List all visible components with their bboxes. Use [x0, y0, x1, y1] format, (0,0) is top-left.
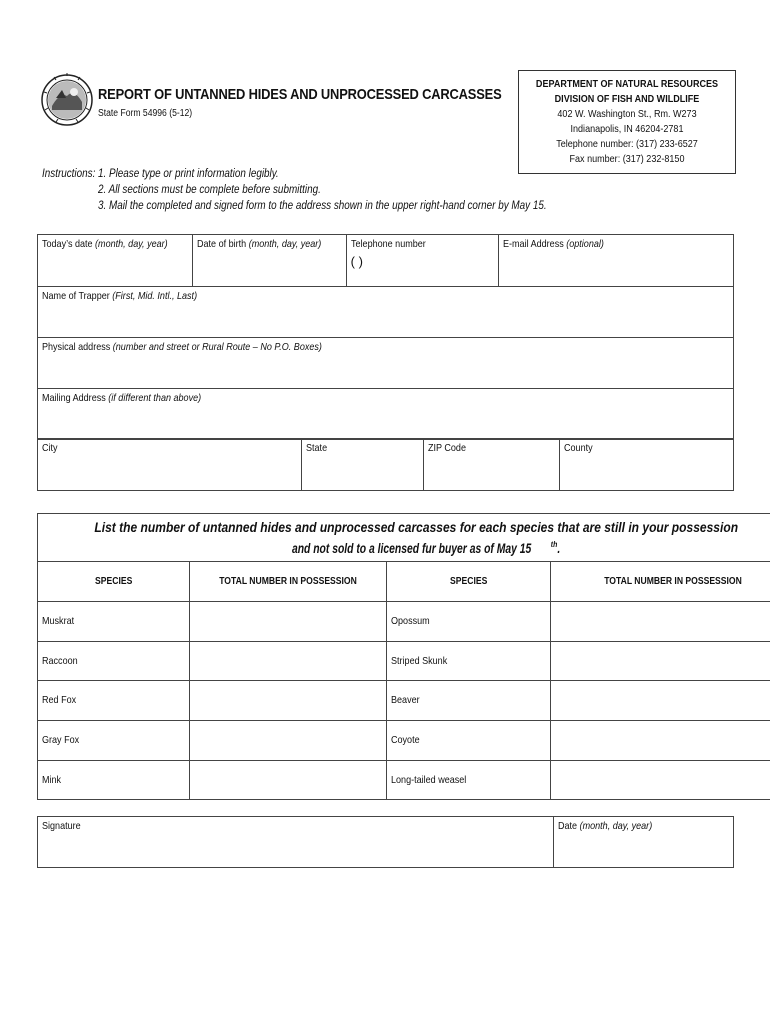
trapper-info-table [37, 234, 734, 440]
phone-field[interactable] [346, 235, 498, 287]
total-input[interactable] [551, 760, 770, 799]
city-field[interactable] [38, 439, 302, 491]
species-table [37, 513, 770, 800]
county-field[interactable] [560, 439, 734, 491]
col-species-right: SPECIES [387, 561, 551, 601]
table-row [38, 601, 770, 641]
total-input[interactable] [551, 641, 770, 680]
agency-phone: Telephone number: (317) 233-6527 [556, 138, 698, 150]
signature-label: Signature [42, 820, 81, 832]
todays-date-field[interactable] [38, 235, 193, 287]
heading-line-1: List the number of untanned hides and unprocessed carcasses for each species that are still in your possession [94, 519, 739, 535]
dob-field[interactable] [193, 235, 347, 287]
agency-fax: Fax number: (317) 232-8150 [569, 153, 685, 165]
city-label: City [42, 442, 58, 454]
name-hint: (First, Mid. Intl., Last) [112, 290, 198, 302]
name-label: Name of Trapper [42, 290, 110, 302]
trapper-name-field[interactable] [38, 287, 734, 338]
species-name: Long-tailed weasel [387, 760, 551, 799]
mailing-hint: (if different than above) [108, 392, 202, 404]
species-name: Coyote [387, 720, 551, 760]
signature-table [37, 816, 734, 868]
agency-address-box [518, 70, 736, 174]
col-total-right: TOTAL NUMBER IN POSSESSION [551, 561, 770, 601]
total-input[interactable] [551, 601, 770, 641]
total-input[interactable] [190, 680, 387, 720]
species-name: Striped Skunk [387, 641, 551, 680]
phone-area-code: ( ) [350, 254, 363, 269]
table-row [38, 641, 770, 680]
col-species-left: SPECIES [38, 561, 190, 601]
instructions-label: Instructions: [42, 168, 96, 180]
dob-hint: (month, day, year) [248, 238, 322, 250]
col-total-left: TOTAL NUMBER IN POSSESSION [190, 561, 387, 601]
phone-label: Telephone number [350, 238, 426, 250]
city-row-table [37, 438, 734, 491]
total-input[interactable] [551, 680, 770, 720]
physical-address-field[interactable] [38, 338, 734, 389]
table-row [38, 720, 770, 760]
email-field[interactable] [498, 235, 733, 287]
heading-period: . [557, 539, 561, 556]
email-hint: (optional) [565, 238, 604, 250]
species-name: Raccoon [38, 641, 190, 680]
instruction-item: 1. Please type or print information legibly. [98, 168, 279, 180]
instruction-item: 2. All sections must be complete before submitting. [98, 184, 321, 196]
species-name: Red Fox [38, 680, 190, 720]
mailing-label: Mailing Address [42, 392, 106, 404]
total-input[interactable] [190, 720, 387, 760]
heading-line-2: and not sold to a licensed fur buyer as of May 15 [291, 539, 531, 556]
division-name: DIVISION OF FISH AND WILDLIFE [554, 93, 700, 105]
instruction-item: 3. Mail the completed and signed form to the address shown in the upper right-hand corner by May 15. [98, 200, 547, 212]
signature-date-label: Date [558, 820, 578, 832]
form-title: REPORT OF UNTANNED HIDES AND UNPROCESSED CARCASSES [98, 86, 502, 103]
total-input[interactable] [190, 760, 387, 799]
agency-city: Indianapolis, IN 46204-2781 [570, 123, 684, 135]
state-seal [40, 62, 94, 138]
total-input[interactable] [190, 641, 387, 680]
zip-field[interactable] [424, 439, 560, 491]
mailing-address-field[interactable] [38, 389, 734, 440]
species-table-heading [38, 514, 770, 562]
form-number: State Form 54996 (5-12) [98, 108, 193, 119]
email-label: E-mail Address [502, 238, 564, 250]
species-name: Opossum [387, 601, 551, 641]
heading-superscript: th [550, 540, 557, 549]
department-name: DEPARTMENT OF NATURAL RESOURCES [535, 78, 719, 90]
physical-label: Physical address [42, 341, 111, 353]
signature-date-hint: (month, day, year) [579, 820, 653, 832]
total-input[interactable] [551, 720, 770, 760]
state-label: State [306, 442, 328, 454]
table-row [38, 760, 770, 799]
species-name: Mink [38, 760, 190, 799]
signature-field[interactable] [38, 817, 554, 868]
zip-label: ZIP Code [428, 442, 466, 454]
todays-date-hint: (month, day, year) [95, 238, 168, 250]
agency-street: 402 W. Washington St., Rm. W273 [557, 108, 697, 120]
todays-date-label: Today’s date [42, 238, 93, 250]
species-name: Muskrat [38, 601, 190, 641]
total-input[interactable] [190, 601, 387, 641]
species-name: Beaver [387, 680, 551, 720]
county-label: County [564, 442, 593, 454]
physical-hint: (number and street or Rural Route – No P.O. Boxes) [112, 341, 322, 353]
table-row [38, 680, 770, 720]
state-field[interactable] [302, 439, 424, 491]
dob-label: Date of birth [197, 238, 247, 250]
species-name: Gray Fox [38, 720, 190, 760]
signature-date-field[interactable] [554, 817, 734, 868]
